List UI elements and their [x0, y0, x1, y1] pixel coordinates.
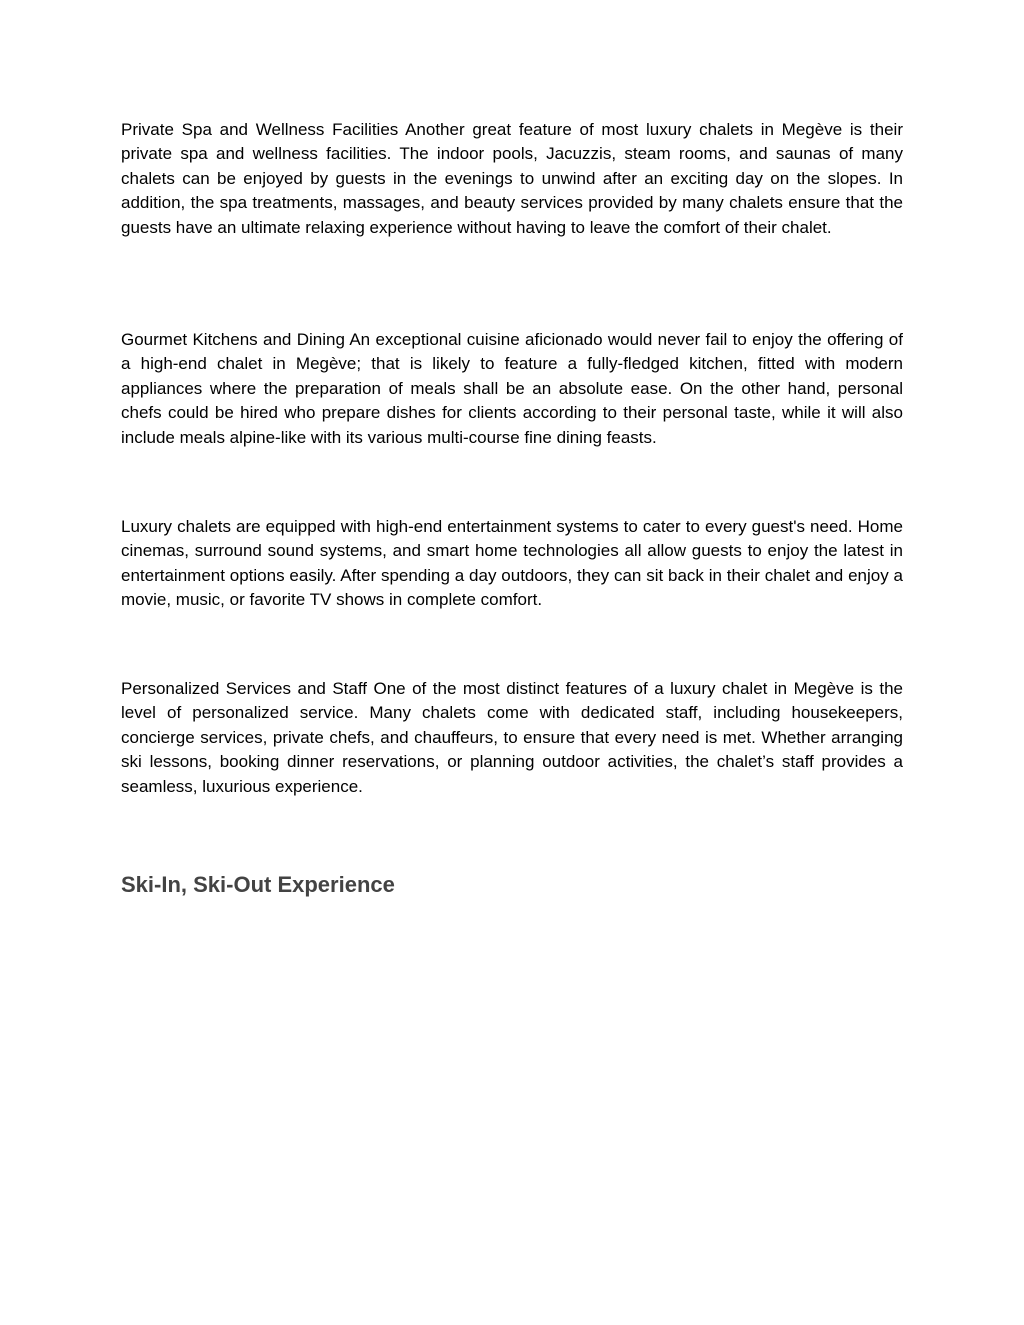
paragraph-spa-wellness: Private Spa and Wellness Facilities Another great feature of most luxury chalets in Megève is their private spa and wellness facilities. The indoor pools, Jacuzzis, steam rooms, and saunas of many chalets can be enjoyed by guests in the evenings to unwind after an exciting day on the slopes. In addition, the spa treatments, massages, and beauty services provided by many chalets ensure that the guests have an ultimate relaxing experience without having to leave the comfort of their chalet. — [121, 120, 903, 237]
paragraph-gourmet-kitchens: Gourmet Kitchens and Dining An exceptional cuisine aficionado would never fail to enjoy the offering of a high-end chalet in Megève; that is likely to feature a fully-fledged kitchen, fitted with modern appliances where the preparation of meals shall be an absolute ease. On the other hand, personal chefs could be hired who prepare dishes for clients according to their personal taste, while it will also include meals alpine-like with its various multi-course fine dining feasts. — [121, 330, 903, 447]
section-heading: Ski-In, Ski-Out Experience — [121, 872, 395, 897]
paragraph-personalized-services: Personalized Services and Staff One of the most distinct features of a luxury chalet in Megève is the level of personalized service. Many chalets come with dedicated staff, including housekeepers, concierge services, private chefs, and chauffeurs, to ensure that every need is met. Whether arranging ski lessons, booking dinner reservations, or planning outdoor activities, the chalet’s staff provides a seamless, luxurious experience. — [121, 679, 903, 796]
paragraph-entertainment: Luxury chalets are equipped with high-end entertainment systems to cater to every guest's need. Home cinemas, surround sound systems, and smart home technologies all allow guests to enjoy the latest in entertainment options easily. After spending a day outdoors, they can sit back in their chalet and enjoy a movie, music, or favorite TV shows in complete comfort. — [121, 517, 903, 610]
